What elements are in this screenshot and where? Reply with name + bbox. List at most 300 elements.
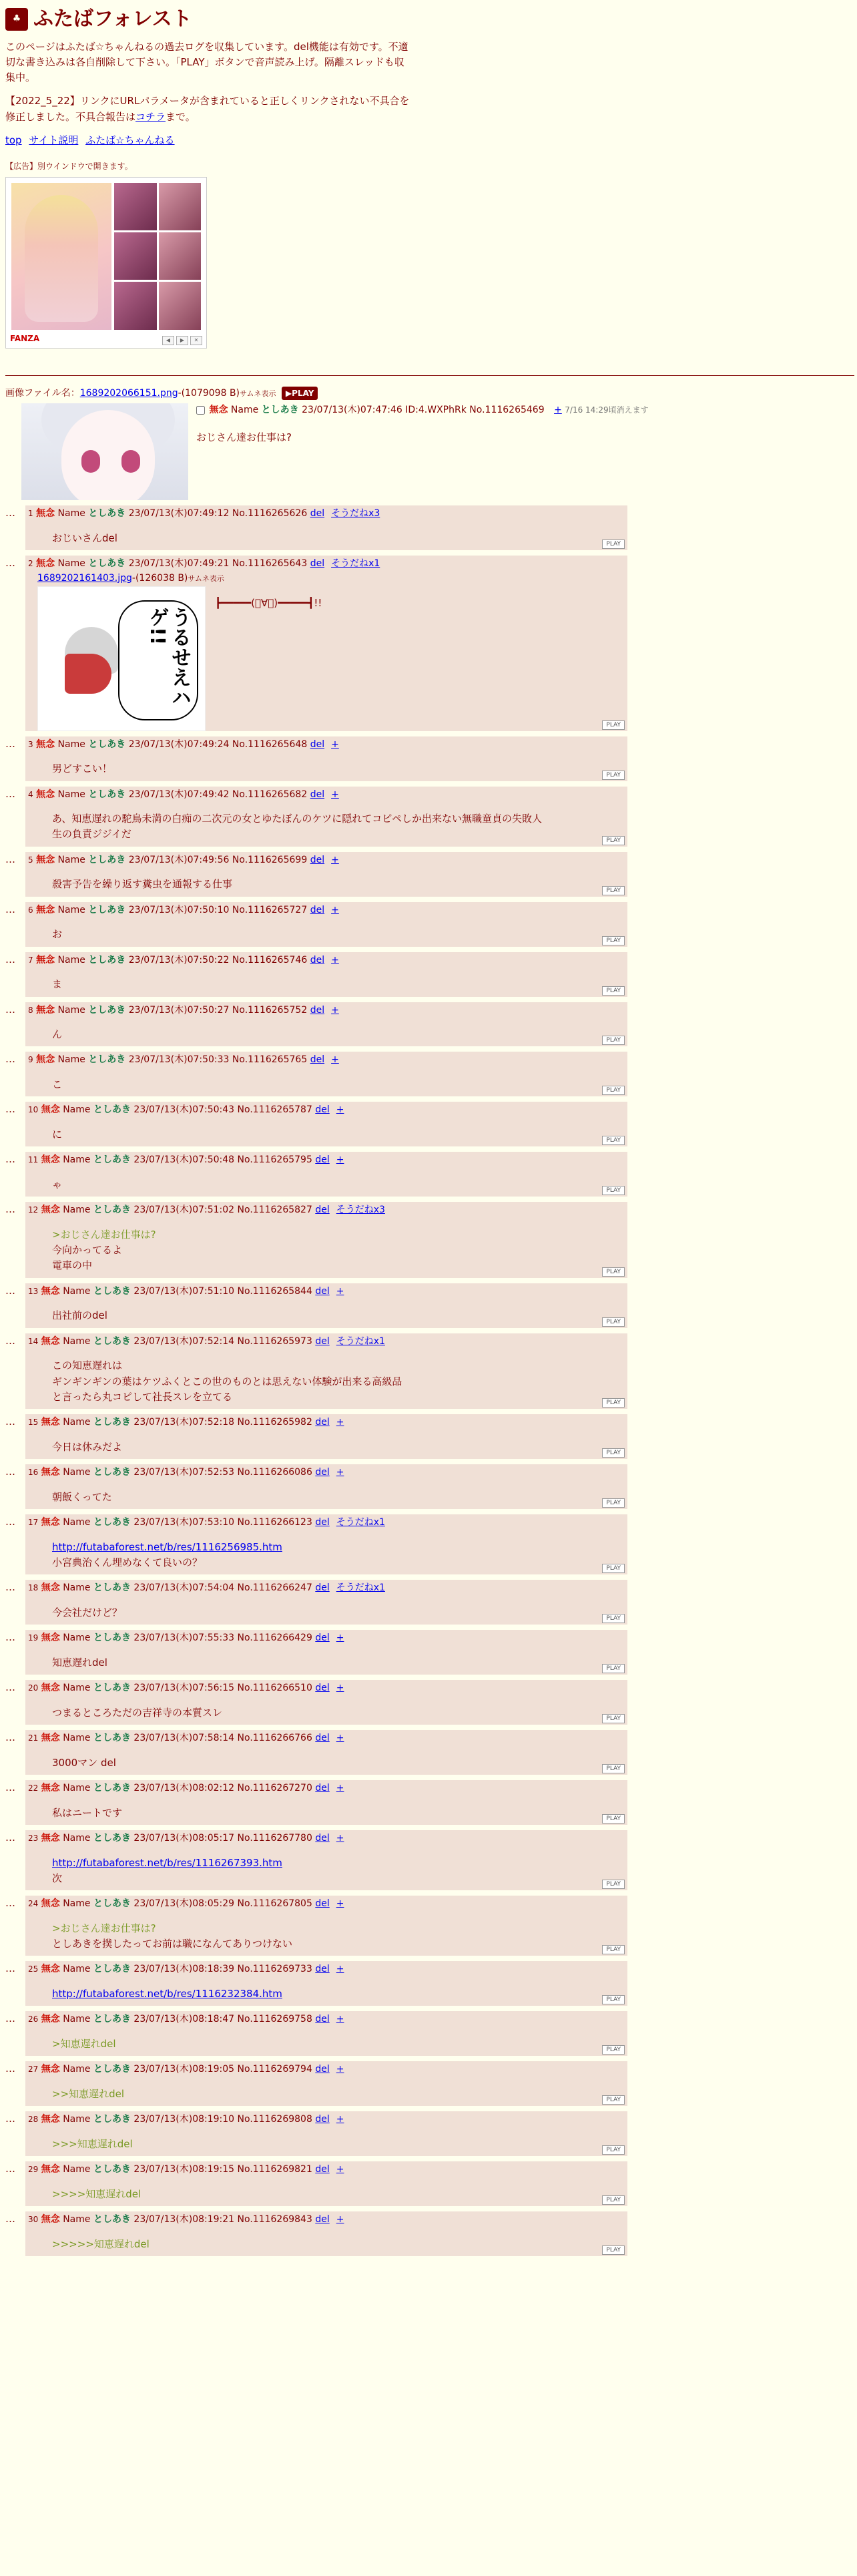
reply-line: 電車の中 (52, 1259, 93, 1272)
play-button[interactable]: PLAY (602, 1186, 625, 1195)
reply-name-label: Name (63, 1154, 91, 1166)
reply-name-label: Name (63, 1683, 91, 1694)
play-button[interactable]: PLAY (602, 936, 625, 945)
reply-name-label: Name (63, 1285, 91, 1297)
reply-name: としあき (93, 2064, 131, 2075)
reply-body (52, 531, 625, 546)
reply-del-link[interactable]: del (310, 738, 325, 750)
reply-index: 21 (28, 1733, 39, 1743)
reply-sodane[interactable]: + (331, 738, 339, 750)
reply-dots: … (5, 2212, 15, 2225)
reply-name-label: Name (57, 904, 85, 915)
reply-line: 男どすこい！ (52, 763, 113, 775)
reply-datetime: 23/07/13(木)07:56:15 (133, 1683, 235, 1694)
reply-del-link[interactable]: del (315, 1898, 330, 1910)
play-button[interactable]: PLAY (602, 1614, 625, 1623)
reply-sodane[interactable]: + (336, 2114, 344, 2125)
reply-sodane[interactable]: + (336, 1683, 344, 1694)
reply-sodane[interactable]: + (331, 1054, 339, 1066)
reply-url-link[interactable]: http://futabaforest.net/b/res/1116256985.htm (52, 1540, 282, 1553)
reply-subject: 無念 (41, 1832, 60, 1844)
play-button[interactable]: PLAY (602, 2145, 625, 2155)
reply-dots: … (5, 557, 15, 570)
reply-number: No.1116267805 (237, 1898, 312, 1910)
reply-datetime: 23/07/13(木)08:05:17 (133, 1832, 235, 1844)
reply-sodane[interactable]: そうだねx3 (331, 508, 380, 519)
play-button[interactable]: PLAY (602, 720, 625, 730)
reply-box (25, 1202, 627, 1277)
reply-del-link[interactable]: del (315, 2064, 330, 2075)
reply-datetime: 23/07/13(木)07:58:14 (133, 1732, 235, 1743)
reply-sodane[interactable]: + (336, 2014, 344, 2025)
reply (5, 2161, 852, 2206)
play-button[interactable]: PLAY (602, 2195, 625, 2205)
reply-sodane[interactable]: そうだねx1 (336, 1582, 385, 1594)
reply-name-label: Name (63, 1417, 91, 1428)
reply-dots: … (5, 1103, 15, 1116)
reply-box (25, 1333, 627, 1409)
reply-number: No.1116265727 (232, 904, 308, 915)
reply-name-label: Name (63, 1582, 91, 1594)
op-sodane[interactable]: + (554, 405, 562, 416)
reply-line: 3000マン del (52, 1756, 116, 1769)
reply-name: としあき (88, 854, 126, 865)
ad-banner[interactable] (5, 177, 207, 349)
reply-quote: >>>>知恵遅れdel (52, 2187, 141, 2200)
reply-datetime: 23/07/13(木)07:52:18 (133, 1417, 235, 1428)
reply-del-link[interactable]: del (315, 1683, 330, 1694)
reply-header (28, 1053, 625, 1068)
reply-header (28, 1781, 625, 1796)
reply-datetime: 23/07/13(木)07:50:48 (133, 1154, 235, 1166)
reply-del-link[interactable]: del (315, 1104, 330, 1116)
reply-header (28, 1466, 625, 1480)
reply-file-size: -(126038 B) (131, 572, 188, 584)
reply-header (28, 1416, 625, 1430)
reply-index: 4 (28, 789, 33, 799)
reply-subject: 無念 (36, 789, 55, 800)
reply-sodane[interactable]: そうだねx1 (336, 1516, 385, 1528)
op-thumbnail[interactable] (21, 403, 188, 500)
reply-quote: >>>>>知恵遅れdel (52, 2237, 150, 2250)
reply (5, 1896, 852, 1956)
reply-box (25, 1052, 627, 1096)
reply-line: ま (52, 978, 63, 991)
play-button[interactable]: PLAY (602, 2045, 625, 2055)
reply-name: としあき (88, 508, 126, 519)
reply-header (28, 1731, 625, 1746)
reply-body (52, 2237, 625, 2252)
reply-dots: … (5, 1515, 15, 1528)
reply-box (25, 1680, 627, 1725)
reply-name-label: Name (57, 738, 85, 750)
reply-name: としあき (88, 1004, 126, 1016)
op-file-link[interactable]: 1689202066151.png (79, 387, 178, 399)
reply-del-link[interactable]: del (315, 2163, 330, 2175)
reply-del-link[interactable]: del (315, 1467, 330, 1478)
reply-subject: 無念 (41, 2014, 60, 2025)
reply-sodane[interactable]: + (336, 1832, 344, 1844)
reply-del-link[interactable]: del (315, 1205, 330, 1216)
reply-dots: … (5, 1053, 15, 1066)
reply-body (52, 1856, 625, 1887)
reply-box (25, 1730, 627, 1775)
reply (5, 1414, 852, 1459)
reply-thumbnail[interactable] (37, 586, 206, 731)
play-button[interactable]: PLAY (602, 540, 625, 549)
reply-line: ん (52, 1028, 63, 1041)
reply-index: 2 (28, 559, 33, 569)
notice-link[interactable]: コチラ (135, 110, 166, 123)
reply-number: No.1116265752 (232, 1004, 308, 1016)
reply-datetime: 23/07/13(木)07:49:42 (128, 789, 230, 800)
reply-name: としあき (88, 738, 126, 750)
reply-datetime: 23/07/13(木)08:19:05 (133, 2064, 235, 2075)
reply-quote: >おじさん達お仕事は? (52, 1228, 156, 1241)
reply-number: No.1116269733 (237, 1964, 312, 1975)
reply-index: 11 (28, 1155, 39, 1165)
reply-sodane[interactable]: + (336, 1285, 344, 1297)
reply-del-link[interactable]: del (315, 1732, 330, 1743)
reply-line: つまるところただの吉祥寺の本質スレ (52, 1706, 223, 1719)
reply-del-link[interactable]: del (315, 2014, 330, 2025)
reply-header (28, 1285, 625, 1299)
reply-line: と言ったら丸コピして社長スレを立てる (52, 1390, 233, 1403)
reply-line: としあきを撲したってお前は職になんてありつけない (52, 1937, 293, 1950)
play-button[interactable]: PLAY (602, 1714, 625, 1723)
reply-del-link[interactable]: del (315, 1582, 330, 1594)
reply (5, 1052, 852, 1096)
reply-body (215, 596, 322, 611)
reply-body (52, 877, 625, 892)
reply-del-link[interactable]: del (310, 854, 325, 865)
ad-controls[interactable] (162, 336, 202, 345)
reply-sodane[interactable]: + (336, 2064, 344, 2075)
play-button[interactable]: PLAY (602, 1498, 625, 1508)
reply-datetime: 23/07/13(木)08:18:47 (133, 2014, 235, 2025)
reply-dots: … (5, 903, 15, 915)
play-button[interactable]: PLAY (602, 1398, 625, 1408)
reply-box (25, 1002, 627, 1047)
reply-del-link[interactable]: del (315, 1782, 330, 1793)
reply-del-link[interactable]: del (315, 1285, 330, 1297)
separator (5, 375, 854, 376)
reply-sodane[interactable]: そうだねx3 (336, 1205, 385, 1216)
ad-close-icon[interactable]: ✕ (190, 336, 202, 345)
reply-index: 20 (28, 1683, 39, 1693)
reply (5, 1780, 852, 1825)
reply-name: としあき (93, 1782, 131, 1793)
reply-name: としあき (93, 1467, 131, 1478)
reply-del-link[interactable]: del (315, 1516, 330, 1528)
reply-subject: 無念 (41, 1964, 60, 1975)
play-button[interactable]: PLAY (602, 886, 625, 895)
reply-subject: 無念 (36, 954, 55, 965)
reply-del-link[interactable]: del (315, 2114, 330, 2125)
reply-del-link[interactable]: del (310, 1004, 325, 1016)
reply-subject: 無念 (41, 1154, 60, 1166)
nav-top-link[interactable]: top (5, 134, 22, 146)
reply-subject: 無念 (41, 1582, 60, 1594)
reply-sodane[interactable]: + (336, 2163, 344, 2175)
reply-body (52, 2036, 625, 2052)
reply-sodane[interactable]: + (331, 954, 339, 965)
nav-futaba-link[interactable]: ふたば☆ちゃんねる (85, 134, 175, 146)
reply-number: No.1116265765 (232, 1054, 308, 1066)
play-button[interactable]: PLAY (602, 986, 625, 996)
reply-index: 12 (28, 1205, 39, 1215)
reply-subject: 無念 (41, 1467, 60, 1478)
reply-name: としあき (93, 1516, 131, 1528)
reply-sodane[interactable]: + (336, 1782, 344, 1793)
play-button[interactable]: PLAY (602, 1317, 625, 1327)
play-button[interactable]: PLAY (602, 1448, 625, 1458)
reply-url-link[interactable]: http://futabaforest.net/b/res/1116267393.htm (52, 1856, 282, 1869)
reply-sodane[interactable]: + (331, 904, 339, 915)
reply-body (52, 1177, 625, 1193)
reply-number: No.1116267270 (237, 1782, 312, 1793)
play-button[interactable]: PLAY (602, 1267, 625, 1277)
reply-index: 23 (28, 1833, 39, 1843)
reply-line: 殺害予告を繰り返す糞虫を通報する仕事 (52, 878, 233, 891)
reply-file-link[interactable]: 1689202161403.jpg (37, 572, 132, 584)
reply-box (25, 2061, 627, 2106)
reply-sodane[interactable]: + (331, 789, 339, 800)
reply-sodane[interactable]: + (331, 1004, 339, 1016)
reply (5, 736, 852, 781)
reply-name-label: Name (57, 508, 85, 519)
reply (5, 1961, 852, 2006)
reply-sodane[interactable]: + (336, 1417, 344, 1428)
reply-del-link[interactable]: del (315, 1417, 330, 1428)
reply-box (25, 1102, 627, 1146)
ad-next-icon[interactable]: ▶ (176, 336, 188, 345)
play-button[interactable]: PLAY (602, 1086, 625, 1095)
reply-name-label: Name (63, 2213, 91, 2225)
reply-dots: … (5, 2113, 15, 2125)
reply-box (25, 852, 627, 897)
nav-about-link[interactable]: サイト説明 (29, 134, 79, 146)
reply-subject: 無念 (41, 1898, 60, 1910)
reply-quote: >>知恵遅れdel (52, 2087, 125, 2100)
reply-body (52, 1605, 625, 1621)
reply-subject: 無念 (41, 1683, 60, 1694)
play-button[interactable]: PLAY (602, 1136, 625, 1145)
reply (5, 1283, 852, 1328)
reply-subject: 無念 (41, 1285, 60, 1297)
reply (5, 2061, 852, 2106)
play-button[interactable]: PLAY (602, 1945, 625, 1954)
play-button[interactable]: PLAY (602, 1036, 625, 1045)
reply-subject: 無念 (36, 904, 55, 915)
reply-dots: … (5, 1962, 15, 1975)
reply-line: 知恵遅れdel (52, 1656, 107, 1669)
play-button[interactable]: PLAY (602, 771, 625, 780)
reply-subject: 無念 (41, 1633, 60, 1644)
reply (5, 1333, 852, 1409)
play-button[interactable]: PLAY (602, 1664, 625, 1673)
reply-sodane[interactable]: + (336, 1898, 344, 1910)
reply-number: No.1116265648 (232, 738, 308, 750)
reply-number: No.1116269758 (237, 2014, 312, 2025)
reply-header (28, 2063, 625, 2077)
reply-datetime: 23/07/13(木)07:51:10 (133, 1285, 235, 1297)
reply-body (52, 1921, 625, 1952)
reply-number: No.1116266086 (237, 1467, 312, 1478)
play-button[interactable]: PLAY (602, 1564, 625, 1573)
reply-del-link[interactable]: del (315, 1964, 330, 1975)
reply-body (52, 1755, 625, 1771)
reply-body (52, 2087, 625, 2102)
reply-header (28, 1335, 625, 1349)
reply-header (28, 507, 625, 521)
reply-sodane[interactable]: + (336, 1467, 344, 1478)
reply-dots: … (5, 1781, 15, 1793)
reply-dots: … (5, 1731, 15, 1743)
reply-number: No.1116265699 (232, 854, 308, 865)
reply-name: としあき (88, 1054, 126, 1066)
reply-line: 今会社だけど？ (52, 1606, 123, 1619)
reply-sodane[interactable]: そうだねx1 (331, 558, 380, 570)
reply-del-link[interactable]: del (310, 904, 325, 915)
reply-name-label: Name (63, 1832, 91, 1844)
ad-logo: FANZA (10, 334, 40, 343)
ostrich-beak (65, 654, 111, 694)
reply-line: 今日は休みだよ (52, 1440, 123, 1453)
reply-del-link[interactable]: del (310, 954, 325, 965)
reply-box (25, 1630, 627, 1675)
reply-subject: 無念 (41, 1782, 60, 1793)
site-intro: このページはふたば☆ちゃんねるの過去ログを収集しています。del機能は有効です。不適切な書き込みは各自削除して下さい。「PLAY」ボタンで音声読み上げ。隔離スレッドも収集中。 (5, 40, 408, 83)
reply-subject: 無念 (41, 1104, 60, 1116)
reply-name-label: Name (63, 2163, 91, 2175)
play-button[interactable]: PLAY (602, 1814, 625, 1823)
reply-index: 9 (28, 1055, 33, 1065)
reply-index: 14 (28, 1336, 39, 1346)
reply (5, 1630, 852, 1675)
reply-sodane[interactable]: + (336, 1732, 344, 1743)
reply-index: 6 (28, 905, 33, 915)
reply-del-link[interactable]: del (310, 558, 325, 570)
play-button[interactable]: PLAY (602, 1880, 625, 1889)
reply-del-link[interactable]: del (315, 1154, 330, 1166)
reply-index: 10 (28, 1105, 39, 1115)
play-button[interactable]: PLAY (602, 836, 625, 845)
reply-del-link[interactable]: del (310, 789, 325, 800)
reply (5, 902, 852, 947)
reply-datetime: 23/07/13(木)07:51:02 (133, 1205, 235, 1216)
reply-sodane[interactable]: + (336, 2213, 344, 2225)
reply-datetime: 23/07/13(木)07:52:14 (133, 1335, 235, 1347)
reply-header (28, 1631, 625, 1646)
reply-body (52, 1805, 625, 1821)
reply-number: No.1116266510 (237, 1683, 312, 1694)
reply-dots: … (5, 2012, 15, 2025)
play-button[interactable]: PLAY (602, 2095, 625, 2105)
reply (5, 787, 852, 847)
reply-header (28, 1516, 625, 1530)
reply (5, 1152, 852, 1197)
reply-sodane[interactable]: + (336, 1154, 344, 1166)
reply (5, 1680, 852, 1725)
reply-url-link[interactable]: http://futabaforest.net/b/res/1116232384.htm (52, 1987, 282, 2000)
reply-box (25, 1580, 627, 1625)
reply-line: に (52, 1128, 63, 1141)
reply-line: 次 (52, 1872, 63, 1884)
reply-line: 私はニートです (52, 1806, 123, 1819)
reply-del-link[interactable]: del (315, 1335, 330, 1347)
reply-body (52, 1127, 625, 1142)
reply-del-link[interactable]: del (310, 508, 325, 519)
reply-sodane[interactable]: + (336, 1633, 344, 1644)
reply-header (28, 1103, 625, 1118)
reply (5, 1102, 852, 1146)
op-play-button[interactable]: ▶PLAY (282, 387, 318, 401)
reply-line: 朝飯くってた (52, 1490, 112, 1503)
reply-subject: 無念 (41, 2114, 60, 2125)
reply-datetime: 23/07/13(木)08:19:10 (133, 2114, 235, 2125)
reply-dots: … (5, 1153, 15, 1166)
reply-body (52, 1440, 625, 1455)
reply-name-label: Name (63, 2064, 91, 2075)
reply-del-link[interactable]: del (315, 2213, 330, 2225)
reply-del-link[interactable]: del (310, 1054, 325, 1066)
reply-index: 22 (28, 1783, 39, 1793)
site-logo-icon: ♣ (5, 8, 28, 31)
play-button[interactable]: PLAY (602, 2245, 625, 2255)
reply-sodane[interactable]: + (331, 854, 339, 865)
reply-box (25, 2111, 627, 2156)
reply-subject: 無念 (41, 2064, 60, 2075)
reply-dots: … (5, 1416, 15, 1428)
reply-line: ゃ (52, 1178, 63, 1191)
reply-dots: … (5, 2162, 15, 2175)
reply (5, 2211, 852, 2256)
site-notice: 【2022_5_22】リンクにURLパラメータが含まれていると正しくリンクされない不具合を修正しました。不具合報告はコチラまで。 (5, 95, 410, 123)
reply-del-link[interactable]: del (315, 1832, 330, 1844)
reply-sodane[interactable]: + (336, 1964, 344, 1975)
reply-subject: 無念 (36, 738, 55, 750)
reply-header (28, 1962, 625, 1977)
reply-box (25, 1464, 627, 1509)
reply-index: 7 (28, 955, 33, 965)
reply-box (25, 1961, 627, 2006)
reply-number: No.1116265643 (232, 558, 308, 570)
reply (5, 1580, 852, 1625)
reply-box (25, 556, 627, 730)
op-checkbox[interactable] (196, 406, 205, 415)
reply-box (25, 2011, 627, 2056)
reply-header (28, 2213, 625, 2227)
reply-dots: … (5, 737, 15, 750)
op-post (5, 403, 852, 500)
reply-line: 今向かってるよ (52, 1244, 123, 1257)
reply-header (28, 557, 625, 572)
play-button[interactable]: PLAY (602, 1764, 625, 1773)
reply-sodane[interactable]: そうだねx1 (336, 1335, 385, 1347)
reply-body (52, 1986, 625, 2002)
play-button[interactable]: PLAY (602, 1995, 625, 2004)
reply-dots: … (5, 853, 15, 865)
reply-dots: … (5, 1897, 15, 1910)
reply-body (52, 1655, 625, 1671)
reply-sodane[interactable]: + (336, 1104, 344, 1116)
reply-del-link[interactable]: del (315, 1633, 330, 1644)
ad-prev-icon[interactable]: ◀ (162, 336, 174, 345)
reply-name-label: Name (63, 1467, 91, 1478)
reply-name-label: Name (63, 1104, 91, 1116)
reply-line: おじいさんdel (52, 531, 117, 544)
